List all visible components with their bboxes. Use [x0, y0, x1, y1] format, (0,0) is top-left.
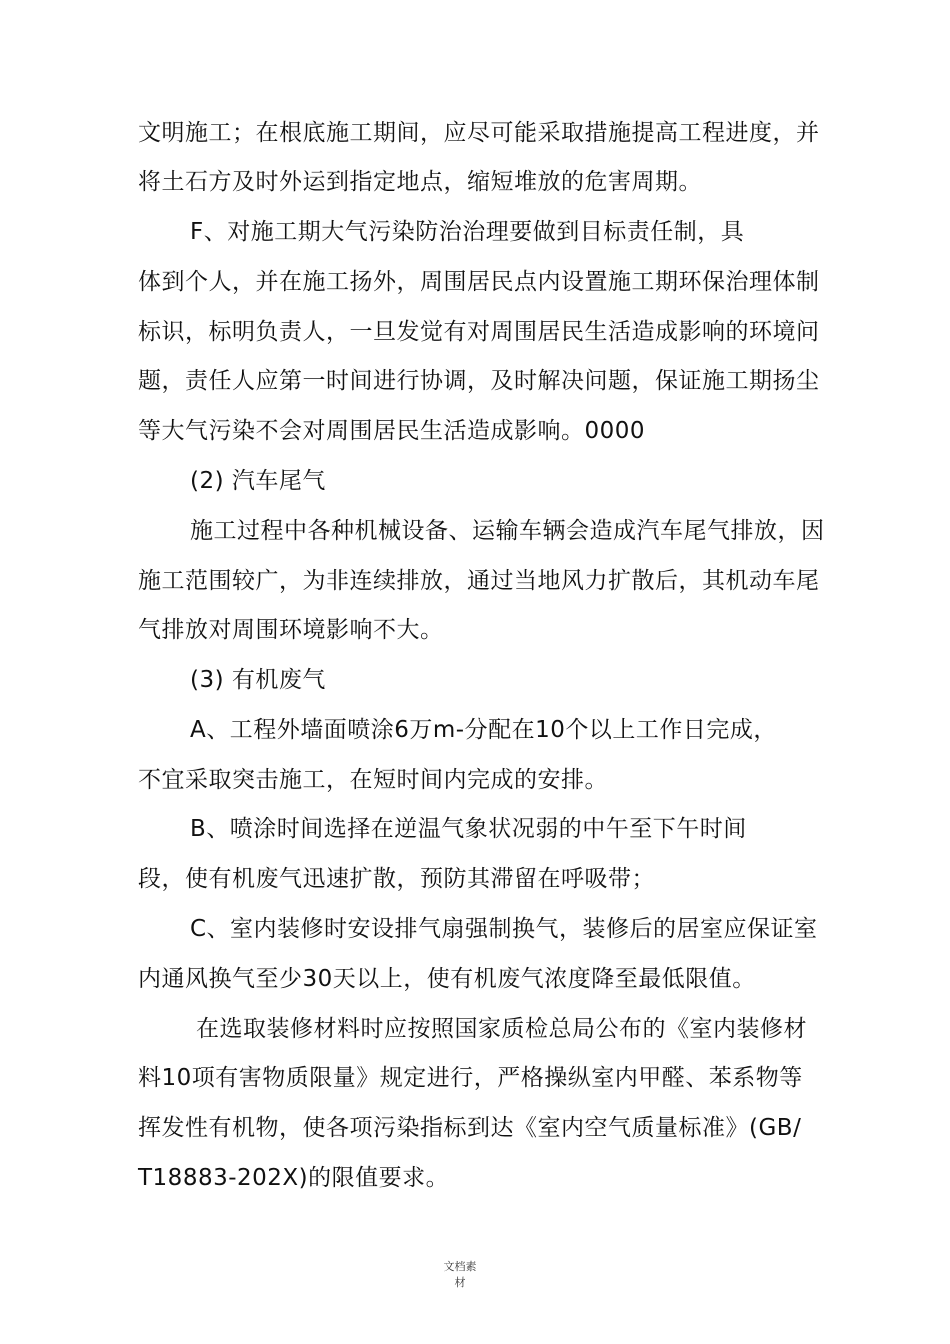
text-line: 等大气污染不会对周围居民生活造成影响。0000 — [138, 418, 646, 444]
text-line: 标识，标明负责人，一旦发觉有对周围居民生活造成影响的环境问 — [138, 319, 820, 345]
text-line: 内通风换气至少30天以上，使有机废气浓度降至最低限值。 — [138, 966, 756, 992]
text-line: 段，使有机废气迅速扩散，预防其滞留在呼吸带； — [138, 866, 655, 892]
text-line: 施工过程中各种机械设备、运输车辆会造成汽车尾气排放，因 — [190, 518, 825, 544]
text-line: F、对施工期大气污染防治治理要做到目标责任制，具 — [190, 219, 745, 245]
text-line: T18883-202X)的限值要求。 — [138, 1165, 450, 1191]
text-line: B、喷涂时间选择在逆温气象状况弱的中午至下午时间 — [190, 816, 747, 842]
text-line: 在选取装修材料时应按照国家质检总局公布的《室内装修材 — [196, 1016, 807, 1042]
text-line: 料10项有害物质限量》规定进行，严格操纵室内甲醛、苯系物等 — [138, 1065, 803, 1091]
footer-label: 文档素 — [443, 1260, 477, 1273]
text-line: C、室内装修时安设排气扇强制换气，装修后的居室应保证室 — [190, 916, 818, 942]
text-line: 体到个人，并在施工扬外，周围居民点内设置施工期环保治理体制 — [138, 269, 820, 295]
text-line: 文明施工；在根底施工期间，应尽可能采取措施提高工程进度，并 — [138, 120, 820, 146]
text-line: 将土石方及时外运到指定地点，缩短堆放的危害周期。 — [138, 169, 702, 195]
section-heading: (3) 有机废气 — [190, 667, 326, 693]
text-line: 气排放对周围环境影响不大。 — [138, 617, 444, 643]
section-heading: (2) 汽车尾气 — [190, 468, 326, 494]
text-line: 挥发性有机物，使各项污染指标到达《室内空气质量标准》(GB/ — [138, 1115, 802, 1141]
footer-label: 材 — [454, 1276, 466, 1289]
text-line: 题，责任人应第一时间进行协调，及时解决问题，保证施工期扬尘 — [138, 368, 820, 394]
text-line: 施工范围较广，为非连续排放，通过当地风力扩散后，其机动车尾 — [138, 568, 820, 594]
text-line: A、工程外墙面喷涂6万m-分配在10个以上工作日完成， — [190, 717, 777, 743]
text-line: 不宜采取突击施工，在短时间内完成的安排。 — [138, 767, 608, 793]
